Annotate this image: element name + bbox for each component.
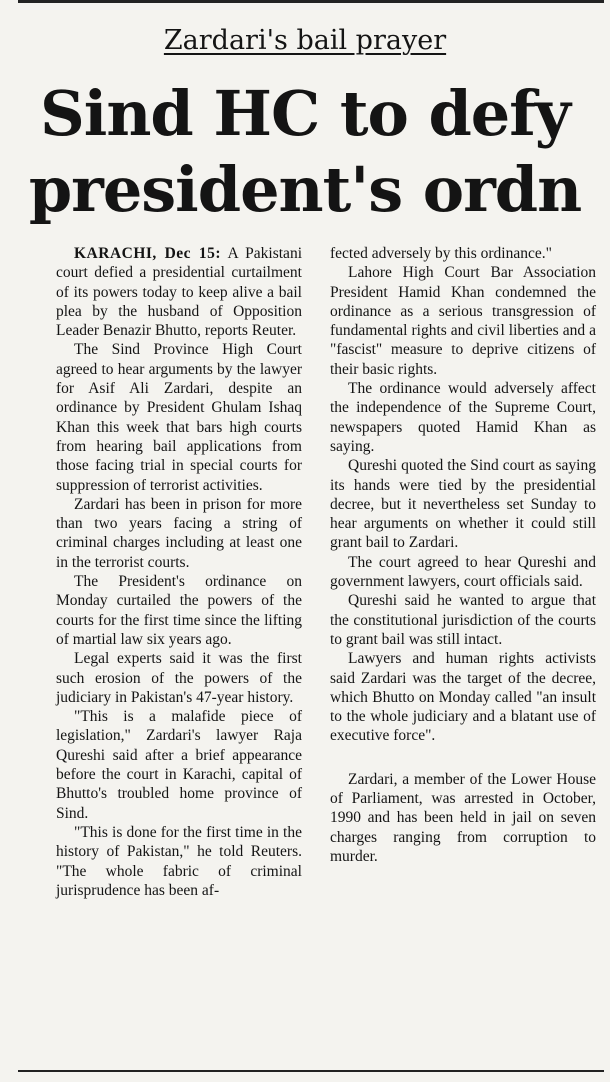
lead-paragraph bbox=[56, 244, 302, 340]
article-column-left bbox=[56, 244, 302, 900]
bottom-rule bbox=[18, 1070, 604, 1072]
top-rule bbox=[18, 0, 604, 3]
lead-text: A Pakistani court defied a presidential curtailment of its powers today to keep alive a bail plea by the husband of Opposition Leader Benazir Bhutto, reports Reuter. bbox=[56, 245, 302, 340]
article-paragraph: "This is done for the first time in the history of Pakistan," he told Reuters. "The whole fabric of criminal jurisprudence has been af- bbox=[56, 823, 302, 899]
kicker bbox=[0, 24, 610, 58]
article-paragraph: "This is a malafide piece of legislation," Zardari's lawyer Raja Qureshi said after a brief appearance before the court in Karachi, capital of Bhutto's troubled home province of Sind. bbox=[56, 708, 302, 822]
article-column-right bbox=[330, 244, 596, 866]
headline bbox=[0, 76, 610, 228]
dateline: KARACHI, Dec 15: bbox=[74, 245, 222, 262]
article-paragraph: Lahore High Court Bar Association President Hamid Khan condemned the ordinance as a serious transgression of fundamental rights and civil liberties and a "fascist" measure to deprive citizens of their basic rights. bbox=[330, 264, 596, 378]
article-paragraph: The President's ordinance on Monday curtailed the powers of the courts for the first time since the lifting of martial law six years ago. bbox=[56, 573, 302, 648]
headline-line-1: Sind HC to defy bbox=[40, 77, 570, 150]
article-paragraph: Qureshi quoted the Sind court as saying its hands were tied by the presidential decree, but it nevertheless set Sunday to hear arguments on whether it could still grant bail to Zardari. bbox=[330, 457, 596, 552]
article-paragraph: The ordinance would adversely affect the independence of the Supreme Court, newspapers quoted Hamid Khan as saying. bbox=[330, 380, 596, 455]
article-paragraph: Zardari has been in prison for more than two years facing a string of criminal charges including at least one in the terrorist courts. bbox=[56, 495, 302, 571]
article-paragraph: Qureshi said he wanted to argue that the constitutional jurisdiction of the courts to grant bail was still intact. bbox=[330, 592, 596, 648]
article-paragraph: Lawyers and human rights activists said Zardari was the target of the decree, which Bhutto on Monday called "an insult to the whole judiciary and a blatant use of executive force". bbox=[330, 650, 596, 745]
article-paragraph: Legal experts said it was the first such erosion of the powers of the judiciary in Pakistan's 47-year history. bbox=[56, 650, 302, 706]
kicker-text: Zardari's bail prayer bbox=[163, 25, 447, 56]
article-paragraph: The court agreed to hear Qureshi and government lawyers, court officials said. bbox=[330, 553, 596, 591]
article-paragraph: The Sind Province High Court agreed to hear arguments by the lawyer for Asif Ali Zardari, despite an ordinance by President Ghulam Ishaq Khan this week that bars high courts from hearing bail applications from those facing trial in special courts for suppression of terrorist activities. bbox=[56, 341, 302, 494]
continued-paragraph: fected adversely by this ordinance." bbox=[330, 245, 552, 262]
headline-line-2: president's ordn bbox=[28, 153, 582, 226]
final-paragraph: Zardari, a member of the Lower House of Parliament, was arrested in October, 1990 and has been held in jail on seven charges ranging from corruption to murder. bbox=[330, 770, 596, 865]
